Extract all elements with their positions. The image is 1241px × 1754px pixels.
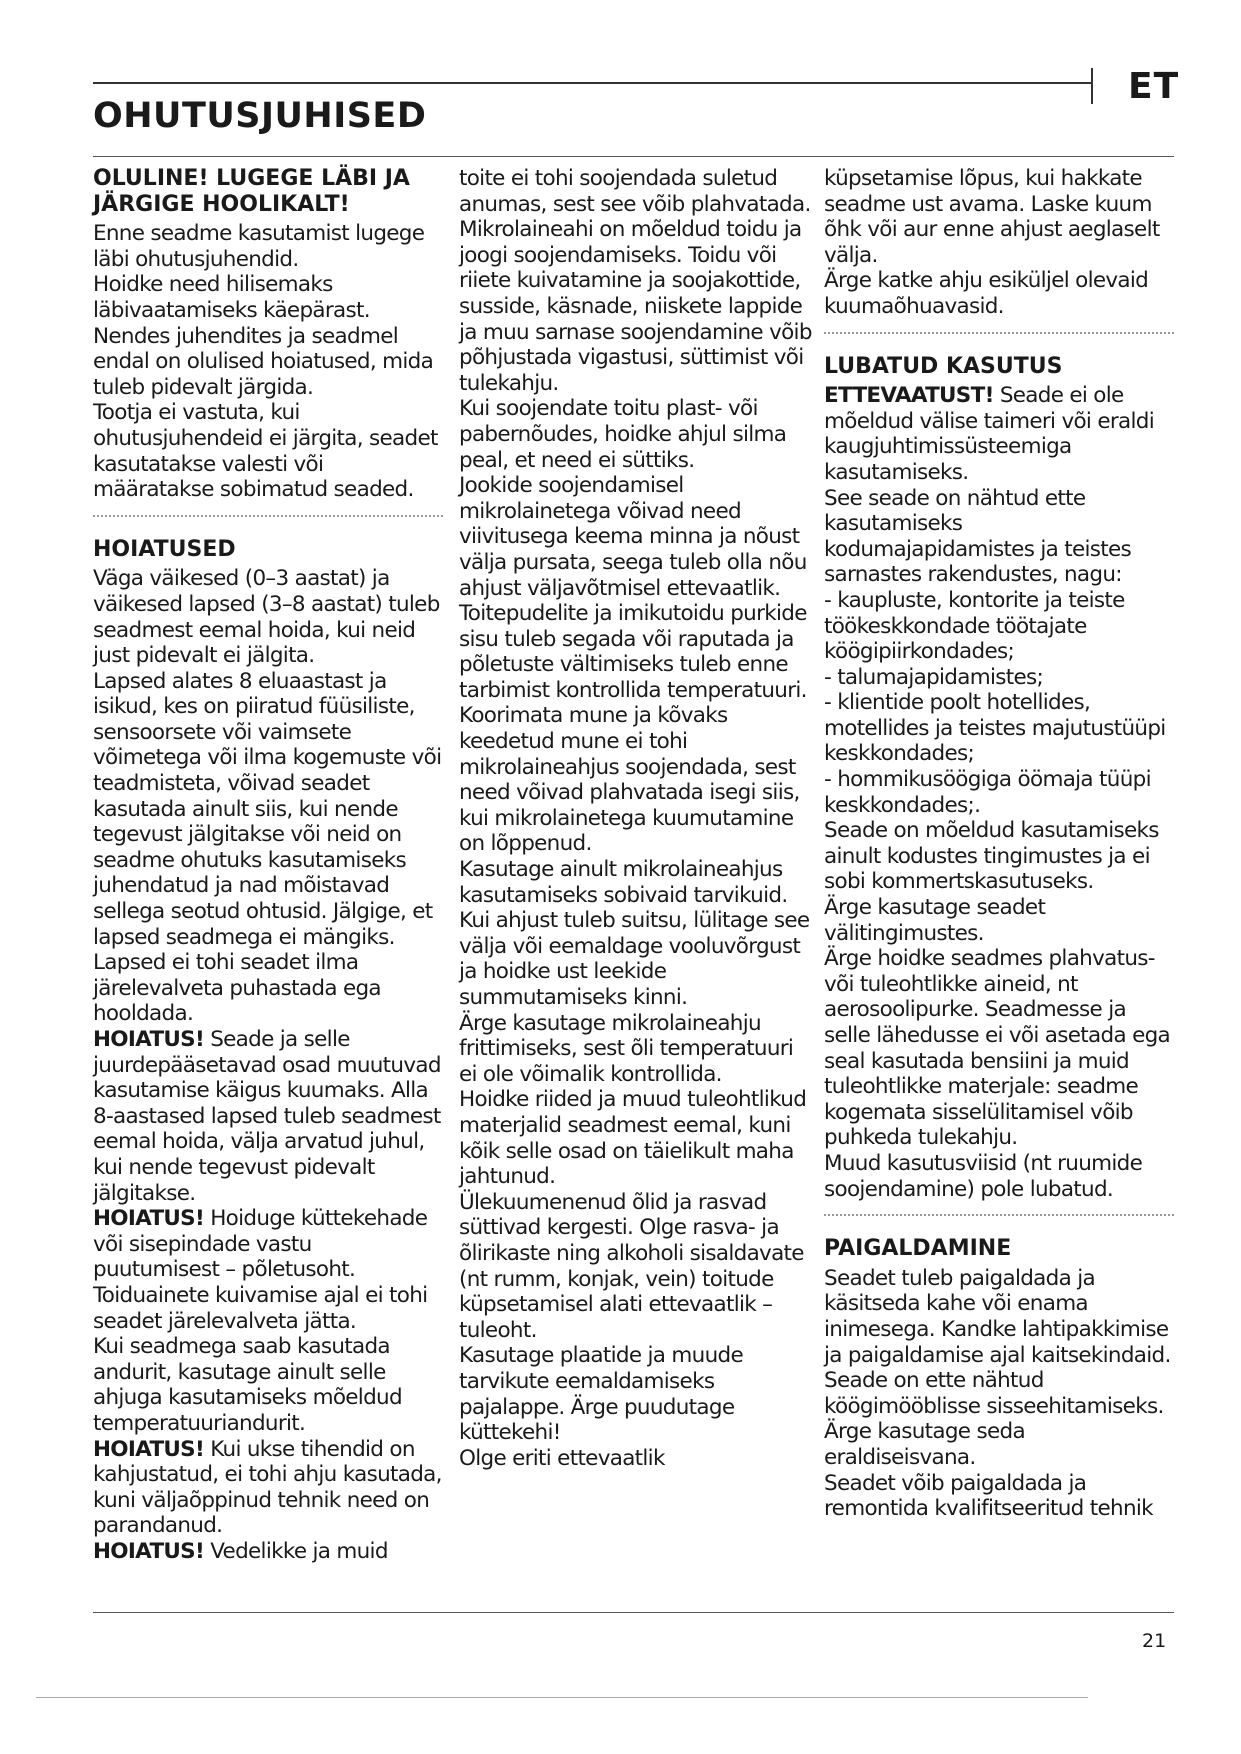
- warning-paragraph: [93, 1437, 443, 1539]
- paragraph: Toitepudelite ja imikutoidu purkide sisu tuleb segada või raputada ja põletuste vältimiseks tuleb enne tarbimist kontrollida temperatuuri.: [459, 601, 807, 703]
- paragraph: Kui seadmega saab kasutada andurit, kasutage ainult selle ahjuga kasutamiseks mõeldud temperatuuriandurit.: [93, 1334, 402, 1436]
- column-2: [459, 166, 814, 1471]
- caution-label: ETTEVAATUST!: [824, 383, 994, 409]
- warning-paragraph: [93, 1027, 443, 1206]
- warning-paragraph: [93, 1539, 443, 1565]
- paragraph: Kui soojendate toitu plast- või pabernõudes, hoidke ahjul silma peal, et need ei süttiks.: [459, 396, 787, 473]
- warning-label: HOIATUS!: [93, 1027, 205, 1052]
- paragraph: Olge eriti ettevaatlik: [459, 1445, 665, 1471]
- column-1: [93, 166, 443, 1564]
- section-heading-permitted-use: LUBATUD KASUTUS: [824, 353, 1063, 379]
- paragraph: Seade on mõeldud kasutamiseks ainult kodustes tingimustes ja ei sobi kommertskasutuseks.: [824, 818, 1159, 895]
- paragraph: Ärge katke ahju esiküljel olevaid kuumaõhuavasid.: [824, 268, 1149, 319]
- paragraph: Mikrolaineahi on mõeldud toidu ja joogi soojendamiseks. Toidu või riiete kuivatamine ja soojakottide, susside, käsnade, niiskete lappide ja muu sarnase soojendamine võib põhjustada vigastusi, süttimist või tulekahju.: [459, 217, 812, 396]
- page-title: OHUTUSJUHISED: [93, 96, 427, 136]
- header-rule-tick: [1091, 68, 1093, 104]
- paragraph: Koorimata mune ja kõvaks keedetud mune ei tohi mikrolaineahjus soojendada, sest need võivad plahvatada isegi siis, kui mikrolainetega kuumutamine on lõppenud.: [459, 703, 800, 857]
- paragraph: küpsetamise lõpus, kui hakkate seadme ust avama. Laske kuum õhk või aur enne ahjust aeglaselt välja.: [824, 166, 1160, 268]
- warning-text: Kui ukse tihendid on kahjustatud, ei tohi ahju kasutada, kuni väljaõppinud tehnik need on parandanud.: [93, 1436, 442, 1539]
- section-heading-important: OLULINE! LUGEGE LÄBI JA JÄRGIGE HOOLIKALT!: [93, 166, 410, 217]
- paragraph: Kasutage plaatide ja muude tarvikute eemaldamiseks pajalappe. Ärge puudutage küttekehi!: [459, 1343, 743, 1446]
- paragraph: Enne seadme kasutamist lugege läbi ohutusjuhendid.: [93, 221, 425, 272]
- title-rule: [93, 156, 1174, 157]
- language-code: ET: [1128, 66, 1180, 107]
- paragraph: Seadet võib paigaldada ja remontida kvalifitseeritud tehnik: [824, 1470, 1153, 1522]
- dotted-separator: [93, 515, 443, 517]
- column-3: [824, 166, 1174, 1522]
- paragraph: Kui ahjust tuleb suitsu, lülitage see välja või eemaldage vooluvõrgust ja hoidke ust leekide summutamiseks kinni.: [459, 908, 810, 1010]
- paragraph: Tootja ei vastuta, kui ohutusjuhendeid ei järgita, seadet kasutatakse valesti või määratakse sobimatud seaded.: [93, 400, 438, 503]
- paragraph: Lapsed ei tohi seadet ilma järelevalveta puhastada ega hooldada.: [93, 950, 381, 1027]
- list-item: - talumajapidamistes;: [824, 664, 1044, 690]
- paragraph: Hoidke need hilisemaks läbivaatamiseks käepärast.: [93, 272, 370, 323]
- paragraph: Ärge hoidke seadmes plahvatus- või tuleohtlikke aineid, nt aerosoolipurke. Seadmesse ja selle lähedusse ei või asetada ega seal kasutada bensiini ja muid tuleohtlikke materjale: seadme kogemata sisselülitamisel võib puhkeda tulekahju.: [824, 946, 1171, 1151]
- paragraph: Toiduainete kuivamise ajal ei tohi seadet järelevalveta jätta.: [93, 1282, 428, 1334]
- caution-text: Seade ei ole mõeldud välise taimeri või eraldi kaugjuhtimissüsteemiga kasutamiseks.: [824, 383, 1154, 485]
- paragraph: Ärge kasutage seadet välitingimustes.: [824, 895, 1046, 946]
- warning-text: Vedelikke ja muid: [210, 1538, 388, 1564]
- list-item: - hommikusöögiga öömaja tüüpi keskkondades;.: [824, 767, 1151, 818]
- section-heading-installation: PAIGALDAMINE: [824, 1236, 1012, 1262]
- paragraph: Muud kasutusviisid (nt ruumide soojendamine) pole lubatud.: [824, 1150, 1143, 1202]
- paragraph: Seade on ette nähtud köögimööblisse sisseehitamiseks. Ärge kasutage seda eraldiseisvana.: [824, 1368, 1164, 1470]
- list-item: - kaupluste, kontorite ja teiste töökeskkondade töötajate köögipiirkondades;: [824, 587, 1125, 665]
- header-rule: [93, 82, 1093, 84]
- paragraph: Väga väikesed (0–3 aastat) ja väikesed lapsed (3–8 aastat) tuleb seadmest eemal hoida, kui neid just pidevalt ei jälgita.: [93, 566, 440, 669]
- warning-label: HOIATUS!: [93, 1206, 205, 1232]
- section-heading-warnings: HOIATUSED: [93, 536, 236, 562]
- list-item: - klientide poolt hotellides, motellides ja teistes majutustüüpi keskkondades;: [824, 690, 1166, 767]
- paragraph: Nendes juhendites ja seadmel endal on olulised hoiatused, mida tuleb pidevalt järgida.: [93, 323, 434, 400]
- warning-label: HOIATUS!: [93, 1436, 205, 1462]
- warning-text: Seade ja selle juurdepääsetavad osad muutuvad kasutamise käigus kuumaks. Alla 8-aastased lapsed tuleb seadmest eemal hoida, välja arvatud juhul, kui nende tegevust pidevalt jälgitakse.: [93, 1027, 441, 1206]
- page-number: 21: [1142, 1630, 1167, 1652]
- paragraph: Ülekuumenenud õlid ja rasvad süttivad kergesti. Olge rasva- ja õlirikaste ning alkoholi sisaldavate (nt rumm, konjak, vein) toitude küpsetamisel alati ettevaatlik – tuleoht.: [459, 1189, 804, 1343]
- paragraph: Jookide soojendamisel mikrolainetega võivad need viivitusega keema minna ja nõust välja pursata, seega tuleb olla nõu ahjust väljavõtmisel ettevaatlik.: [459, 473, 807, 601]
- warning-text: Hoiduge küttekehade või sisepindade vastu puutumisest – põletusoht.: [93, 1206, 428, 1283]
- dotted-separator: [824, 332, 1174, 334]
- warning-paragraph: [93, 1206, 443, 1283]
- caution-paragraph: [824, 383, 1174, 485]
- footer-rule: [93, 1612, 1174, 1613]
- paragraph: Hoidke riided ja muud tuleohtlikud materjalid seadmest eemal, kuni kõik selle osad on täielikult maha jahtunud.: [459, 1087, 807, 1190]
- paragraph: Kasutage ainult mikrolaineahjus kasutamiseks sobivaid tarvikuid.: [459, 857, 788, 908]
- paragraph: Ärge kasutage mikrolaineahju frittimiseks, sest õli temperatuuri ei ole võimalik kontrollida.: [459, 1010, 794, 1087]
- paragraph: Seadet tuleb paigaldada ja käsitseda kahe või enama inimesega. Kandke lahtipakkimise ja paigaldamise ajal kaitsekindaid.: [824, 1265, 1171, 1368]
- dotted-separator: [824, 1214, 1174, 1216]
- warning-label: HOIATUS!: [93, 1538, 205, 1564]
- scan-edge-line: [36, 1697, 1088, 1698]
- paragraph: See seade on nähtud ette kasutamiseks kodumajapidamistes ja teistes sarnastes rakendustes, nagu:: [824, 485, 1132, 588]
- paragraph: toite ei tohi soojendada suletud anumas, sest see võib plahvatada.: [459, 166, 811, 217]
- paragraph: Lapsed alates 8 eluaastast ja isikud, kes on piiratud füüsiliste, sensoorsete või vaimsete võimetega või ilma kogemuste või teadmisteta, võivad seadet kasutada ainult siis, kui nende tegevust jälgitakse või neid on seadme ohutuks kasutamiseks juhendatud ja nad mõistavad sellega seotud ohtusid. Jälgige, et lapsed seadmega ei mängiks.: [93, 668, 442, 950]
